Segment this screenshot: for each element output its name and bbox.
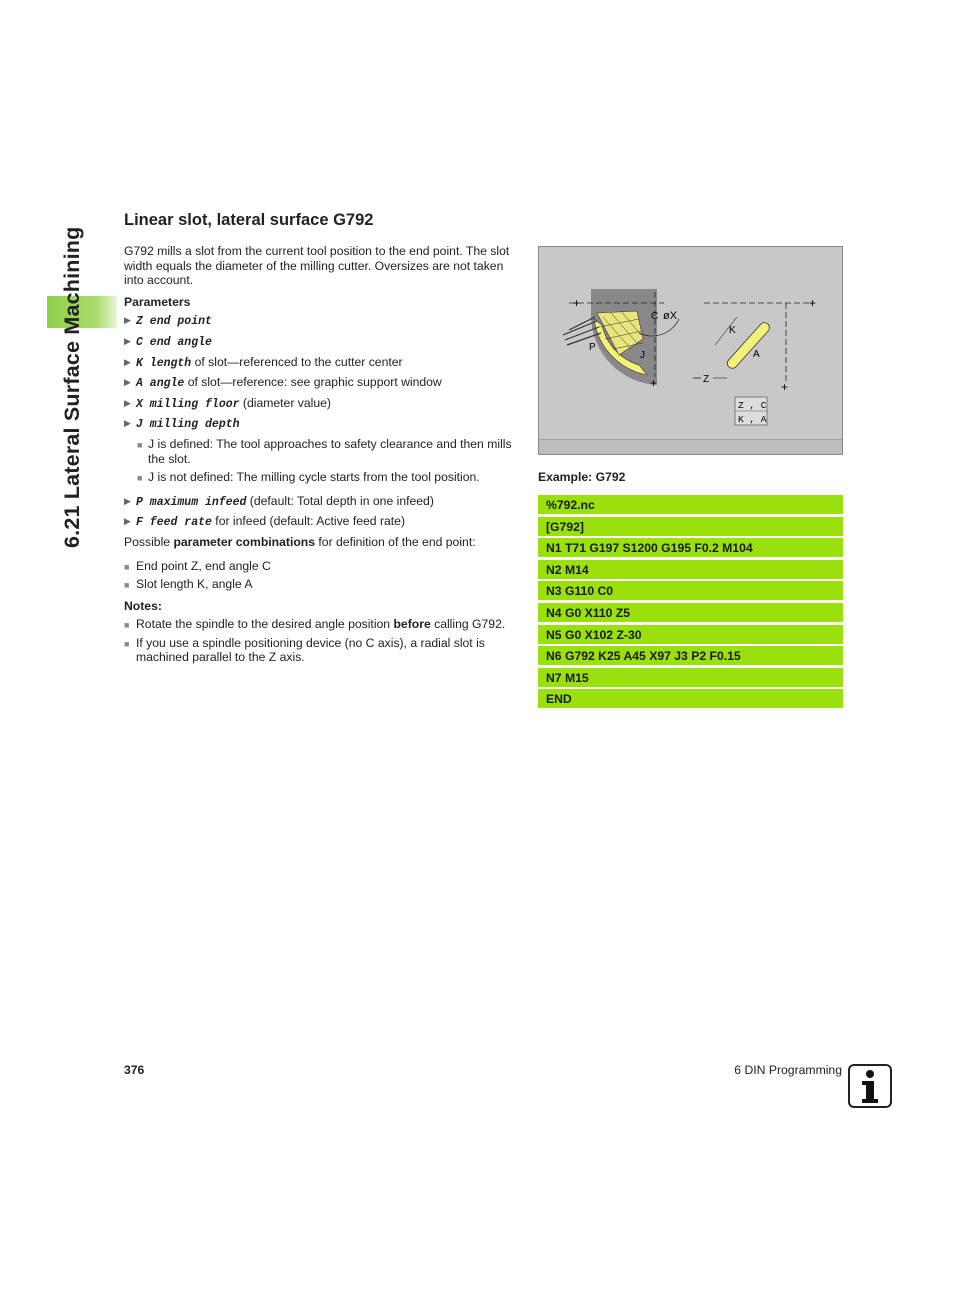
note-item: ■ Rotate the spindle to the desired angle position before calling G792. [124,617,506,632]
plus-marker: + [573,296,581,310]
example-label: Example: G792 [538,470,626,484]
code-line: N3 G110 C0 [538,581,843,600]
param-desc: of slot—reference: see graphic support window [184,375,442,390]
param-code: X milling floor [136,397,240,411]
slot-diagram [539,247,842,440]
param-code: C end angle [136,335,212,349]
combination-item: ■ Slot length K, angle A [124,577,253,592]
triangle-bullet-icon: ▶ [124,397,131,408]
info-icon [848,1064,892,1108]
param-code: J milling depth [136,418,240,432]
left-column [124,244,522,669]
param-code: K length [136,356,192,370]
mode-box-ka: K , A [738,414,767,425]
param-k [124,355,522,372]
param-code: F feed rate [136,516,212,530]
code-line: N1 T71 G197 S1200 G195 F0.2 M104 [538,538,843,557]
param-desc: of slot—referenced to the cutter center [191,354,403,369]
param-a [124,375,522,392]
param-c [124,334,522,351]
j-note-undefined: ■ J is not defined: The milling cycle starts from the tool position. [137,470,480,485]
code-line: N4 G0 X110 Z5 [538,603,843,622]
plus-marker: + [781,380,789,394]
chapter-side-title: 6.21 Lateral Surface Machining [60,226,84,548]
code-line: N2 M14 [538,560,843,579]
label-a: A [753,349,760,360]
param-j [124,416,522,433]
triangle-bullet-icon: ▶ [124,356,131,367]
square-bullet-icon: ■ [137,473,143,484]
param-code: A angle [136,377,185,391]
chapter-footer: 6 DIN Programming [734,1063,842,1077]
label-k: K [729,325,736,336]
figure-status-bar [539,439,842,454]
nc-program-listing [538,495,843,711]
param-x [124,396,522,413]
triangle-bullet-icon: ▶ [124,377,131,388]
label-diameter-x: øX [663,310,678,322]
label-p: P [589,342,596,353]
label-c: C [651,311,659,322]
mode-box-zc: Z , C [738,400,767,411]
param-p [124,494,522,511]
code-line: N5 G0 X102 Z-30 [538,625,843,644]
j-note-defined: ■ J is defined: The tool approaches to safety clearance and then mills the slot. [137,436,512,466]
param-desc: for infeed (default: Active feed rate) [211,514,405,529]
param-code: P maximum infeed [136,495,247,509]
param-desc: (default: Total depth in one infeed) [246,493,434,508]
code-line: N7 M15 [538,668,843,687]
square-bullet-icon: ■ [124,580,130,591]
code-line: [G792] [538,517,843,536]
section-heading: Linear slot, lateral surface G792 [124,211,374,229]
combination-item: ■ End point Z, end angle C [124,558,271,573]
square-bullet-icon: ■ [137,439,143,450]
label-j: J [640,350,645,361]
code-line: END [538,689,843,708]
code-line: %792.nc [538,495,843,514]
param-f [124,514,522,531]
square-bullet-icon: ■ [124,638,130,649]
triangle-bullet-icon: ▶ [124,516,131,527]
combinations-intro: Possible parameter combinations for definition of the end point: [124,534,476,549]
square-bullet-icon: ■ [124,561,130,572]
param-code: Z end point [136,315,212,329]
intro-paragraph: G792 mills a slot from the current tool position to the end point. The slot width equals the diameter of the milling cutter. Oversizes are not taken into account. [124,244,510,288]
square-bullet-icon: ■ [124,620,130,631]
note-item: ■ If you use a spindle positioning device (no C axis), a radial slot is machined parallel to the Z axis. [124,635,485,665]
parameters-heading: Parameters [124,294,191,309]
triangle-bullet-icon: ▶ [124,495,131,506]
triangle-bullet-icon: ▶ [124,315,131,326]
param-z [124,313,522,330]
notes-heading: Notes: [124,598,162,613]
plus-marker: + [809,296,817,310]
triangle-bullet-icon: ▶ [124,418,131,429]
param-desc: (diameter value) [239,395,331,410]
graphic-support-figure [538,246,843,455]
triangle-bullet-icon: ▶ [124,335,131,346]
page-number: 376 [124,1063,145,1077]
label-z: Z [703,374,710,385]
code-line: N6 G792 K25 A45 X97 J3 P2 F0.15 [538,646,843,665]
plus-marker: + [650,376,658,390]
